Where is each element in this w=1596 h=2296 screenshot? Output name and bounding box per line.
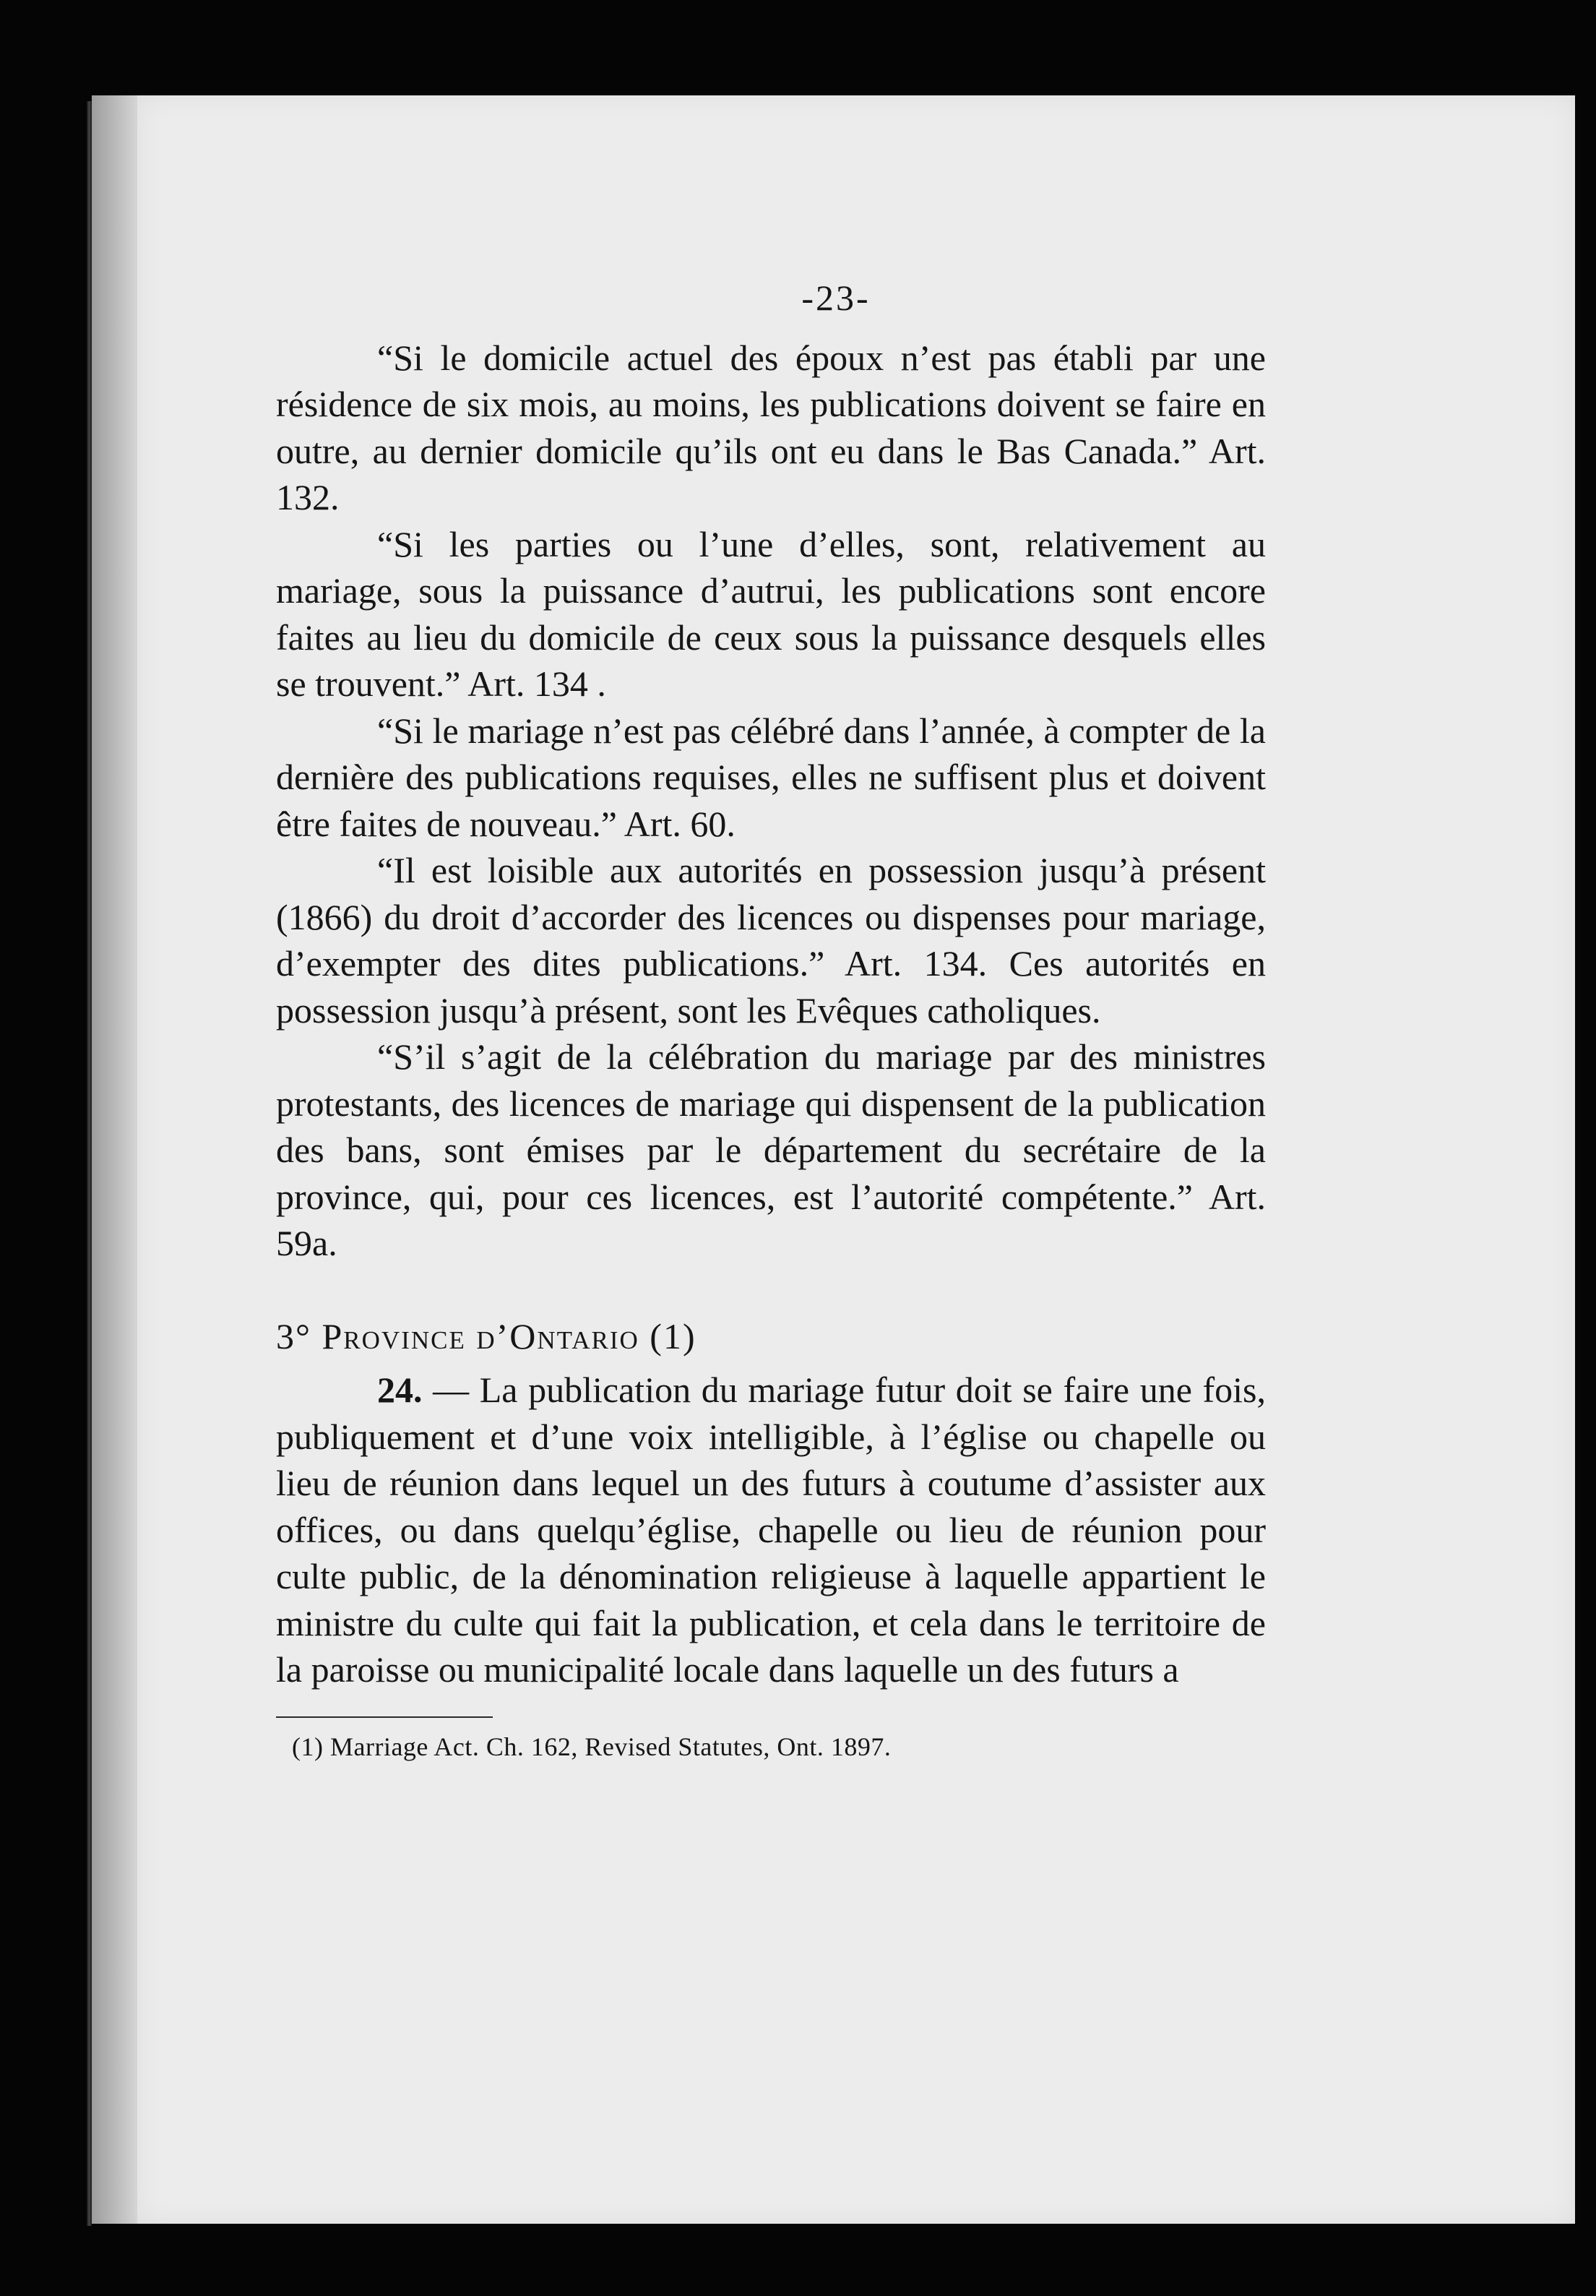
paragraph-5: “S’il s’agit de la célébration du mariage par des ministres protestants, des licences de mariage qui dispensent de la publication des bans, sont émises par le département du secrétaire de la province, qui, pour ces licences, est l’autorité compétente.” Art. 59a.	[276, 1036, 1266, 1263]
paragraph-2: “Si les parties ou l’une d’elles, sont, relativement au mariage, sous la puissance d’autrui, les publications sont encore faites au lieu du domicile de ceux sous la puissance desquels elles se trouvent.” Art. 134 .	[276, 523, 1266, 704]
article-24	[276, 1367, 1266, 1693]
paragraph-1: “Si le domicile actuel des époux n’est pas établi par une résidence de six mois, au moins, les publications doivent se faire en outre, au dernier domicile qu’ils ont eu dans le Bas Canada.” Art. 132.	[276, 337, 1266, 517]
book-gutter	[87, 101, 92, 2226]
footnote-divider	[276, 1716, 493, 1718]
article-number: 24.	[377, 1370, 423, 1410]
page-number: -23-	[801, 278, 871, 318]
section-heading: 3° Province d’Ontario (1)	[276, 1315, 696, 1356]
page-text	[276, 275, 1266, 1763]
paragraph-4: “Il est loisible aux autorités en possession jusqu’à présent (1866) du droit d’accorder des licences ou dispenses pour mariage, d’exempter des dites publications.” Art. 134. Ces autorités en possession jusqu’à présent, sont les Evêques catholiques.	[276, 850, 1266, 1031]
page-edge-shadow	[92, 95, 137, 2224]
paragraph-3: “Si le mariage n’est pas célébré dans l’année, à compter de la dernière des publications requises, elles ne suffisent plus et doivent être faites de nouveau.” Art. 60.	[276, 710, 1266, 844]
footnote: (1) Marriage Act. Ch. 162, Revised Statutes, Ont. 1897.	[292, 1732, 892, 1761]
article-text: — La publication du mariage futur doit se faire une fois, publiquement et d’une voix intelligible, à l’église ou chapelle ou lieu de réunion dans lequel un des futurs à coutume d’assister aux offices, ou dans quelqu’église, chapelle ou lieu de réunion pour culte public, de la dénomination religieuse à laquelle appartient le ministre du culte qui fait la publication, et cela dans le territoire de la paroisse ou municipalité locale dans laquelle un des futurs a	[276, 1370, 1267, 1690]
